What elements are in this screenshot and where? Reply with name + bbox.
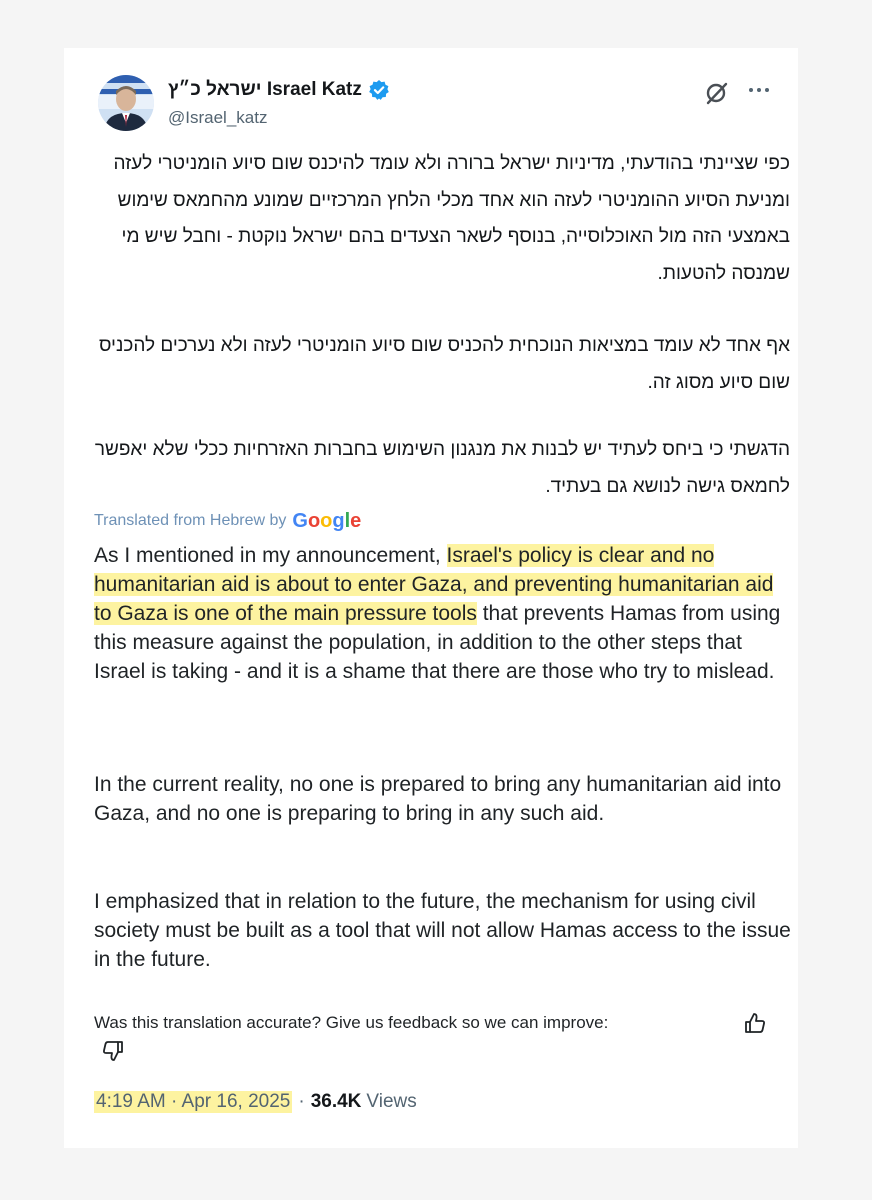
translated-by-row (94, 508, 361, 534)
grok-icon[interactable] (704, 80, 730, 106)
google-logo: Google (292, 509, 362, 532)
views-label: Views (366, 1091, 417, 1112)
views-count: 36.4K (310, 1091, 362, 1112)
english-paragraph-1 (94, 541, 794, 686)
english-p1-before: As I mentioned in my announcement, (94, 544, 447, 567)
timestamp[interactable]: 4:19 AM · Apr 16, 2025 (96, 1091, 291, 1112)
english-paragraph-3: I emphasized that in relation to the future, the mechanism for using civil society must be built as a tool that will not allow Hamas access to the issue in the future. (94, 890, 791, 971)
meta-separator: · (298, 1091, 305, 1112)
english-paragraph-2: In the current reality, no one is prepared to bring any humanitarian aid into Gaza, and no one is preparing to bring in any such aid. (94, 773, 782, 825)
hebrew-paragraph-1: כפי שציינתי בהודעתי, מדיניות ישראל ברורה ולא עומד להיכנס שום סיוע הומניטרי לעזה ומניעת הסיוע ההומניטרי לעזה הוא אחד מכלי הלחץ המרכזיים שמונע מהחמאס שימוש באמצעי הזה מול האוכלוסייה, בנוסף לשאר הצעדים בהם ישראל נוקטת - וחבל שיש מי שמנסה להטעות. (113, 153, 790, 284)
english-p1-after: that prevents Hamas from using this measure against the population, in addition to the other steps that Israel is taking - and it is a shame that there are those who try to mislead. (94, 602, 781, 683)
display-name[interactable]: ישראל כ״ץ Israel Katz (168, 79, 362, 100)
handle[interactable]: @Israel_katz (168, 108, 268, 127)
tweet-meta-row (94, 1088, 417, 1116)
translated-label: Translated from Hebrew by (94, 512, 287, 529)
hebrew-paragraph-3: הדגשתי כי ביחס לעתיד יש לבנות את מנגנון השימוש בחברות האזרחיות ככלי שלא יאפשר לחמאס גישה לנושא גם בעתיד. (94, 439, 790, 497)
english-p1-highlight: Israel's policy is clear and no humanitarian aid is about to enter Gaza, and preventing humanitarian aid to Gaza is one of the main pressure tools (94, 544, 774, 625)
verified-badge-icon (368, 79, 390, 101)
more-options-icon[interactable] (746, 80, 772, 100)
thumbs-up-icon[interactable] (744, 1012, 766, 1034)
author-name-row[interactable] (168, 78, 390, 102)
avatar[interactable] (98, 75, 154, 131)
hebrew-paragraph-2: אף אחד לא עומד במציאות הנוכחית להכניס שום סיוע הומניטרי לעזה ולא נערכים להכניס שום סיוע מסוג זה. (98, 335, 790, 393)
thumbs-down-icon[interactable] (102, 1040, 124, 1062)
translation-feedback-text: Was this translation accurate? Give us feedback so we can improve: (94, 1013, 609, 1032)
